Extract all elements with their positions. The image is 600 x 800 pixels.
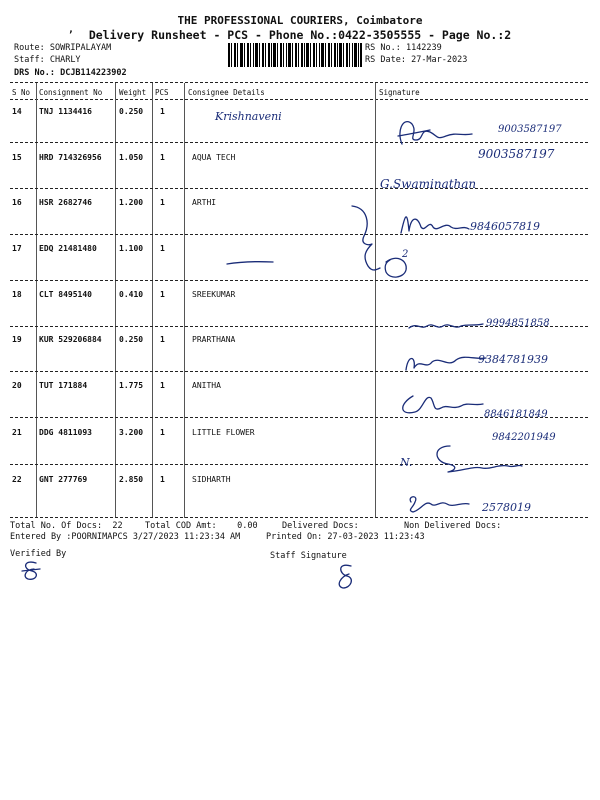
col-divider [152, 83, 153, 518]
row-weight: 3.200 [119, 428, 144, 437]
signature-row18-icon [405, 316, 485, 334]
non-delivered-docs: Non Delivered Docs: [404, 521, 502, 531]
row-pcs: 1 [160, 198, 165, 207]
stray-mark: , [68, 24, 75, 35]
row-sno: 21 [12, 428, 22, 437]
signature-row14-icon [390, 110, 500, 150]
delivered-docs: Delivered Docs: [282, 521, 359, 531]
staff-row [14, 55, 81, 65]
rs-date-value: 27-Mar-2023 [411, 55, 468, 65]
row-consignee: LITTLE FLOWER [192, 428, 255, 437]
row-sno: 16 [12, 198, 22, 207]
handwritten-phone: 2578019 [482, 501, 531, 514]
route-value: SOWRIPALAYAM [49, 43, 112, 53]
row-sno: 20 [12, 381, 22, 390]
row-pcs: 1 [160, 153, 165, 162]
row-consignment: GNT 277769 [39, 475, 88, 484]
row-pcs: 1 [160, 381, 165, 390]
row-consignee: ARTHI [192, 198, 217, 207]
company-title: THE PROFESSIONAL COURIERS, Coimbatore [177, 14, 423, 27]
signature-row21-icon [430, 440, 525, 476]
drs-label: DRS No.: [14, 68, 55, 78]
row-rule [10, 142, 588, 143]
table-bottom-rule [10, 517, 588, 518]
row-pcs: 1 [160, 335, 165, 344]
row-weight: 1.200 [119, 198, 144, 207]
row-pcs: 1 [160, 107, 165, 116]
row-sno: 18 [12, 290, 22, 299]
rs-no-row [365, 43, 442, 53]
handwritten-circled-number: 2 [402, 249, 409, 260]
row-consignment: EDQ 21481480 [39, 244, 97, 253]
handwritten-phone: 9003587197 [498, 124, 562, 135]
entered-by: Entered By :POORNIMAPCS 3/27/2023 11:23:34 AM [10, 532, 241, 542]
signature-row20-icon [395, 388, 485, 420]
handwritten-consignee-name: Krishnaveni [215, 110, 282, 123]
rs-date-row [365, 55, 467, 65]
staff-initial-icon [333, 562, 359, 592]
row-consignee: SREEKUMAR [192, 290, 236, 299]
verified-by-label: Verified By [10, 549, 67, 559]
row-rule [10, 188, 588, 189]
rs-no-label: RS No.: [365, 43, 401, 53]
row-consignment: KUR 529206884 [39, 335, 102, 344]
row-consignment: TNJ 1134416 [39, 107, 92, 116]
handwritten-phone: 9384781939 [478, 353, 548, 366]
row-sno: 17 [12, 244, 22, 253]
table-top-rule [10, 82, 588, 83]
row-pcs: 1 [160, 290, 165, 299]
row-weight: 0.410 [119, 290, 144, 299]
col-header-pcs: PCS [155, 88, 169, 97]
handwritten-phone: 9842201949 [492, 432, 556, 443]
row-consignment: HRD 714326956 [39, 153, 102, 162]
col-header-sno: S No [12, 88, 31, 97]
row-sno: 15 [12, 153, 22, 162]
row-consignee: ANITHA [192, 381, 221, 390]
signature-row22-icon [405, 492, 485, 516]
col-header-weight: Weight [119, 88, 147, 97]
row-consignee: AQUA TECH [192, 153, 236, 162]
col-header-consignment: Consignment No [39, 88, 103, 97]
row-pcs: 1 [160, 428, 165, 437]
signature-row19-icon [400, 348, 490, 376]
staff-value: CHARLY [49, 55, 81, 65]
col-divider [375, 83, 376, 518]
row-consignment: DDG 4811093 [39, 428, 92, 437]
route-row [14, 43, 111, 53]
table-header-rule [10, 99, 588, 100]
col-divider [115, 83, 116, 518]
row-sno: 22 [12, 475, 22, 484]
handwritten-name: G.Swaminathan [380, 177, 477, 191]
col-divider [36, 83, 37, 518]
total-cod: Total COD Amt: 0.00 [145, 521, 258, 531]
row-consignee: PRARTHANA [192, 335, 236, 344]
handwritten-phone: 9994851858 [486, 318, 550, 329]
row-rule [10, 234, 588, 235]
row-pcs: 1 [160, 475, 165, 484]
row-weight: 1.775 [119, 381, 144, 390]
handwritten-phone: 8846181849 [484, 409, 548, 420]
barcode-icon [228, 43, 362, 67]
staff-signature-label: Staff Signature [270, 551, 347, 561]
row-consignee: SIDHARTH [192, 475, 231, 484]
printed-on: Printed On: 27-03-2023 11:23:43 [266, 532, 425, 542]
col-header-signature: Signature [379, 88, 420, 97]
drs-row [14, 68, 127, 78]
staff-label: Staff: [14, 55, 45, 65]
row-pcs: 1 [160, 244, 165, 253]
row-weight: 0.250 [119, 335, 144, 344]
col-header-consignee: Consignee Details [188, 88, 265, 97]
runsheet-title: Delivery Runsheet - PCS - Phone No.:0422-3505555 - Page No.:2 [88, 28, 512, 42]
rs-date-label: RS Date: [365, 55, 406, 65]
handwritten-phone: 9846057819 [470, 220, 540, 233]
row-consignment: CLT 8495140 [39, 290, 92, 299]
total-docs: Total No. Of Docs: 22 [10, 521, 123, 531]
consignee-scribble-icon [225, 256, 275, 268]
row-rule [10, 371, 588, 372]
row-consignment: TUT 171884 [39, 381, 88, 390]
row-consignment: HSR 2682746 [39, 198, 92, 207]
row-weight: 1.050 [119, 153, 144, 162]
verified-initial-icon [18, 559, 44, 583]
col-divider [184, 83, 185, 518]
rs-no-value: 1142239 [405, 43, 442, 53]
row-weight: 2.850 [119, 475, 144, 484]
route-label: Route: [14, 43, 45, 53]
handwritten-phone: 9003587197 [478, 147, 555, 161]
row-rule [10, 280, 588, 281]
row-sno: 14 [12, 107, 22, 116]
handwritten-initial: N. [400, 456, 413, 469]
drs-value: DCJB114223902 [60, 68, 127, 78]
row-sno: 19 [12, 335, 22, 344]
row-weight: 1.100 [119, 244, 144, 253]
row-weight: 0.250 [119, 107, 144, 116]
signature-row16-icon [395, 205, 475, 239]
